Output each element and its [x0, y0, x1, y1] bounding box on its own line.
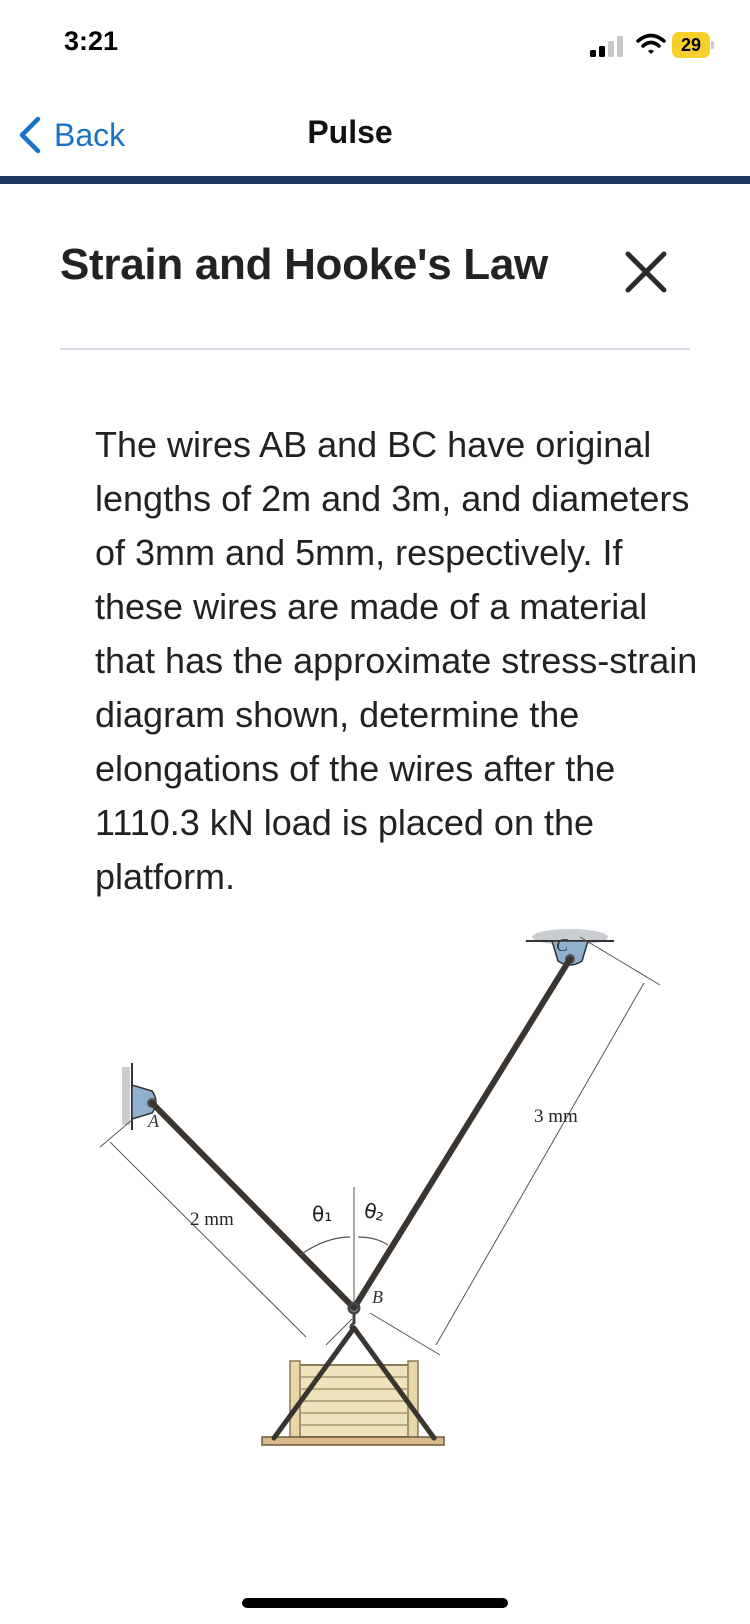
- nav-bar: [0, 100, 750, 176]
- platform-crate: [262, 1361, 444, 1445]
- wire-platform-diagram: [90, 925, 670, 1515]
- theta-1: θ₁: [312, 1202, 333, 1226]
- wire-bc: [354, 959, 570, 1308]
- nav-title: [0, 114, 750, 151]
- back-label: Back: [54, 116, 126, 153]
- cellular-signal-icon: [590, 35, 626, 57]
- theta-2: θ₂: [361, 1198, 387, 1226]
- battery-icon: [672, 32, 714, 58]
- label-c: C: [556, 935, 569, 955]
- home-indicator: [242, 1598, 508, 1608]
- battery-level: 29: [672, 32, 710, 58]
- battery-cap: [711, 41, 714, 49]
- page-title: Strain and Hooke's Law: [60, 240, 548, 289]
- label-b: B: [372, 1287, 383, 1307]
- label-a: A: [148, 1111, 159, 1131]
- nav-divider: [0, 176, 750, 184]
- status-time: 3:21: [64, 26, 119, 56]
- status-bar: [0, 0, 750, 90]
- nav-title-text: Pulse: [307, 114, 393, 150]
- dimension-bc: 3 mm: [534, 1106, 578, 1127]
- header-divider: [60, 348, 690, 350]
- dimension-ab: 2 mm: [190, 1209, 234, 1230]
- close-icon[interactable]: [622, 248, 670, 296]
- wifi-icon: [636, 32, 666, 56]
- problem-text: The wires AB and BC have original lengths of 2m and 3m, and diameters of 3mm and 5mm, respectively. If these wires are made of a material that has the approximate stress-strain diagram shown, determine the elongations of the wires after the 1110.3 kN load is placed on the platform.: [95, 424, 698, 897]
